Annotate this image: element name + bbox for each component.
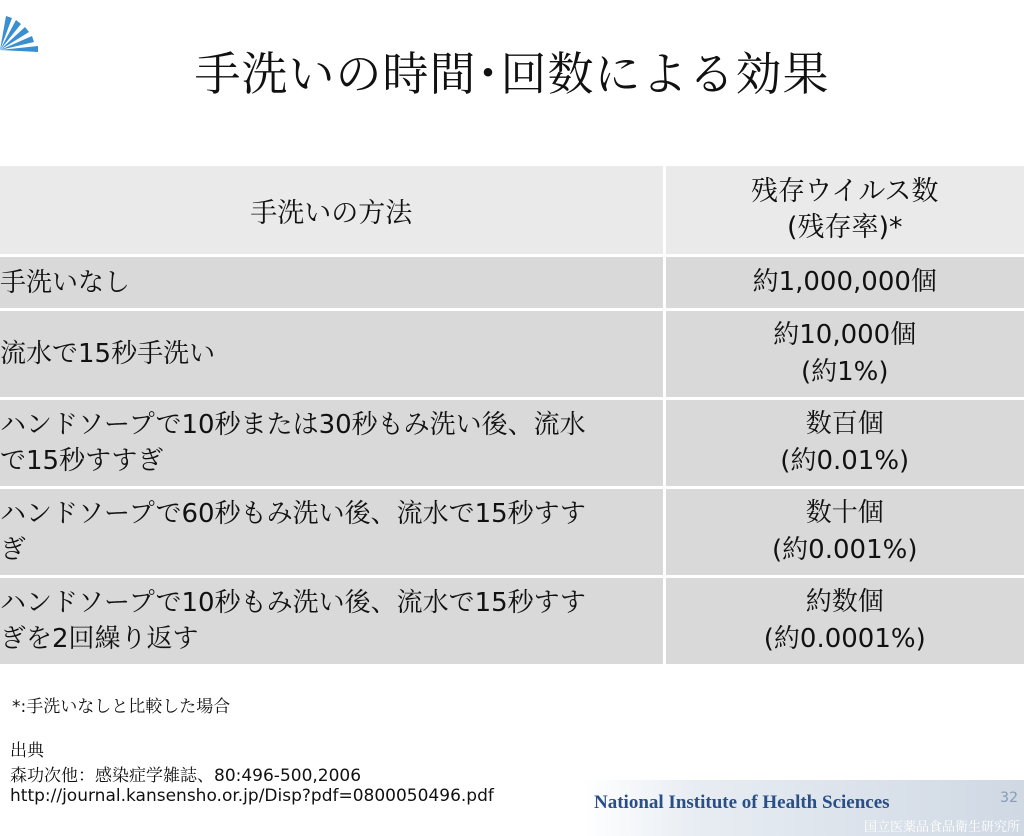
table-row — [0, 577, 1024, 666]
table-row — [0, 488, 1024, 577]
method-line: で15秒すすぎ — [0, 446, 164, 476]
method-line: ぎ — [0, 535, 27, 565]
source-url: http://journal.kansensho.or.jp/Disp?pdf=0800050496.pdf — [10, 786, 494, 806]
header-remaining-virus — [664, 166, 1024, 256]
virus-cell — [664, 488, 1024, 577]
source-citation: 森功次他：感染症学雑誌、80:496-500,2006 — [10, 766, 362, 786]
virus-rate: (約0.01%) — [780, 446, 910, 476]
virus-line: 約数個 — [805, 587, 884, 617]
virus-cell — [664, 577, 1024, 666]
virus-line: 数十個 — [805, 498, 884, 528]
footnote: *:手洗いなしと比較した場合 — [12, 697, 231, 717]
source-label: 出典 — [10, 741, 44, 761]
method-line: 流水で15秒手洗い — [0, 339, 216, 369]
table-header-row — [0, 166, 1024, 256]
virus-line: 約10,000個 — [773, 320, 917, 350]
virus-cell — [664, 310, 1024, 399]
method-line: ぎを2回繰り返す — [0, 624, 199, 654]
virus-line: 数百個 — [805, 409, 884, 439]
virus-rate: (約1%) — [800, 357, 889, 387]
method-cell — [0, 256, 664, 310]
method-line: ハンドソープで10秒もみ洗い後、流水で15秒すす — [0, 588, 586, 618]
method-cell — [0, 577, 664, 666]
virus-cell — [664, 399, 1024, 488]
method-cell — [0, 488, 664, 577]
method-line: 手洗いなし — [0, 267, 131, 298]
table-row — [0, 256, 1024, 310]
page-number: 32 — [1000, 790, 1018, 806]
handwashing-table — [0, 166, 1024, 667]
table-row — [0, 310, 1024, 399]
virus-rate: (約0.0001%) — [763, 624, 926, 654]
method-cell — [0, 399, 664, 488]
virus-rate: (約0.001%) — [772, 535, 918, 565]
method-cell — [0, 310, 664, 399]
slide-title: 手洗いの時間･回数による効果 — [194, 47, 830, 101]
institute-name: National Institute of Health Sciences — [594, 792, 890, 813]
header-virus-line1: 残存ウイルス数 — [751, 176, 939, 207]
header-method: 手洗いの方法 — [0, 166, 664, 256]
header-virus-line2: (残存率)* — [786, 212, 903, 243]
institute-name-jp: 国立医薬品食品衛生研究所 — [863, 820, 1020, 835]
method-line: ハンドソープで10秒または30秒もみ洗い後、流水 — [0, 410, 586, 440]
virus-line: 約1,000,000個 — [752, 267, 937, 297]
method-line: ハンドソープで60秒もみ洗い後、流水で15秒すす — [0, 499, 586, 529]
virus-cell — [664, 256, 1024, 310]
table-row — [0, 399, 1024, 488]
